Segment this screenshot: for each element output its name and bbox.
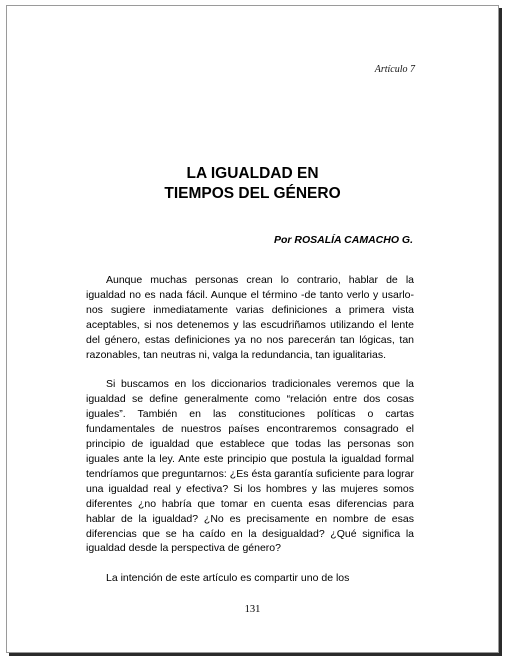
document-page [6, 5, 499, 653]
paragraph: Si buscamos en los diccionarios tradicionales veremos que la igualdad se define generalmente como “relación entre dos cosas iguales”. También en las constituciones políticas o cartas fundamentales de nuestros países encontraremos consagrado el principio de igualdad que establece que todas las personas son iguales ante la ley. Ante este principio que postula la igualdad formal tendríamos que preguntarnos: ¿Es ésta garantía suficiente para lograr una igualdad real y efectiva? Si los hombres y las mujeres somos diferentes ¿no habría que tomar en cuenta esas diferencias para hablar de la igualdad? ¿No es precisamente en nombre de esas diferencias que se ha caído en la desigualdad? ¿Qué significa la igualdad desde la perspectiva de género? [86, 378, 414, 555]
article-body [86, 273, 414, 586]
section-label: Artículo 7 [374, 64, 415, 75]
title-line-1: LA IGUALDAD EN [186, 165, 319, 182]
paragraph: La intención de este artículo es compartir uno de los [106, 572, 350, 585]
paragraph: Aunque muchas personas crean lo contrario, hablar de la igualdad no es nada fácil. Aunque el término -de tanto verlo y usarlo- nos sugiere inmediatamente varias definiciones a primera vista aceptables, si nos detenemos y las escudriñamos utilizando el lente del género, estas definiciones ya no nos parecerán tan lógicas, tan razonables, tan neutras ni, valga la redundancia, tan igualitarias. [86, 274, 414, 361]
page-number: 131 [244, 604, 261, 615]
author-byline: Por ROSALÍA CAMACHO G. [273, 234, 413, 246]
article-title [7, 164, 498, 204]
title-line-2: TIEMPOS DEL GÉNERO [164, 185, 341, 202]
